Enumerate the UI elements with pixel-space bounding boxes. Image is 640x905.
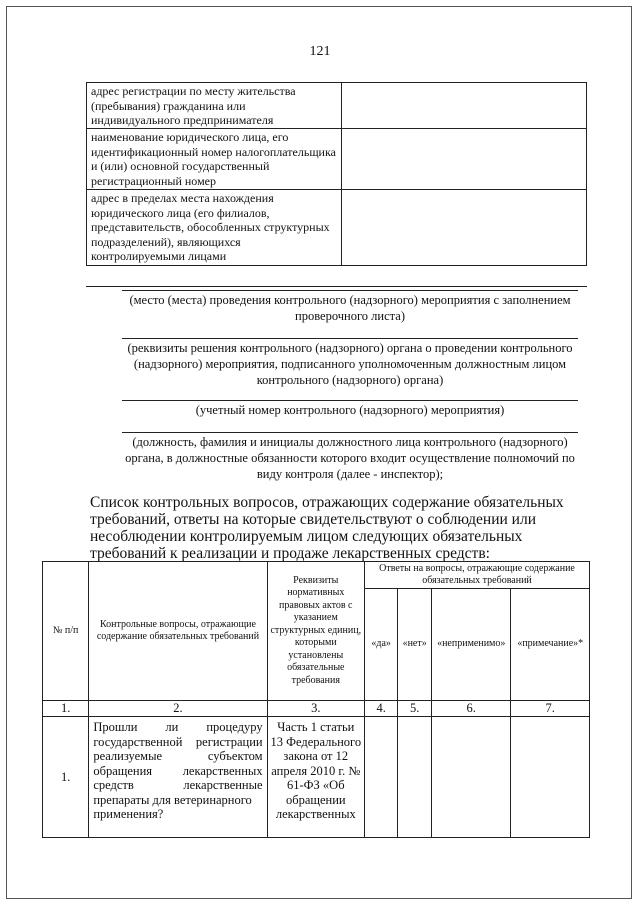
inspector-underline (122, 432, 578, 433)
record-number-underline (122, 400, 578, 401)
record-number-caption: (учетный номер контрольного (надзорного) мероприятия) (195, 403, 505, 417)
row-question-end: препараты для ветеринарного применения? (93, 792, 252, 821)
place-caption: (место (места) проведения контрольного (надзорного) мероприятия с заполнением проверочного листа) (129, 293, 571, 323)
field-label: наименование юридического лица, его идентификационный номер налогоплательщика и (или) основной государственный регистрационный номер (87, 129, 342, 190)
field-label: адрес регистрации по месту жительства (пребывания) гражданина или индивидуального предпринимателя (87, 83, 342, 129)
row-number: 1. (43, 717, 89, 838)
header-note: «примечание»* (511, 589, 590, 701)
decision-caption: (реквизиты решения контрольного (надзорного) органа о проведении контрольного (надзорного) мероприятия, подписанного уполномоченным должностным лицом контрольного (надзорного) органа) (127, 341, 573, 387)
row-question-main: Прошли ли процедуру государственной регистрации реализуемые субъектом обращения лекарственных средств лекарственные (93, 720, 263, 792)
checklist-table (42, 561, 590, 838)
answer-not-applicable-cell[interactable] (431, 717, 511, 838)
table-row (87, 83, 587, 129)
field-label: адрес в пределах места нахождения юридического лица (его филиалов, представительств, обособленных структурных подразделений), являющихся контролируемыми лицами (87, 190, 342, 266)
row-requisites-text: Часть 1 статьи 13 Федерального закона от 12 апреля 2010 г. № 61-ФЗ «Об обращении лекарственных (270, 720, 362, 821)
header-no: «нет» (398, 589, 432, 701)
answer-note-cell[interactable] (511, 717, 590, 838)
header-not-applicable: «неприменимо» (431, 589, 511, 701)
field-value (342, 129, 587, 190)
row-question (89, 717, 267, 838)
row-requisites (267, 717, 364, 838)
column-number: 1. (43, 701, 89, 717)
header-row (43, 562, 590, 589)
header-yes: «да» (364, 589, 397, 701)
column-number: 5. (398, 701, 432, 717)
page-number: 121 (309, 44, 331, 59)
column-number: 4. (364, 701, 397, 717)
inspector-caption: (должность, фамилия и инициалы должностного лица контрольного (надзорного) органа, в должностные обязанности которого входит осуществление полномочий по виду контроля (далее - инспектор); (125, 435, 575, 481)
header-num: № п/п (43, 562, 89, 701)
table-row (43, 717, 590, 838)
column-number: 3. (267, 701, 364, 717)
answer-no-cell[interactable] (398, 717, 432, 838)
contact-details-table (86, 82, 587, 266)
column-number-row (43, 701, 590, 717)
column-number: 2. (89, 701, 267, 717)
decision-underline (122, 338, 578, 339)
place-underline-inner (122, 290, 578, 291)
column-number: 6. (431, 701, 511, 717)
field-value (342, 83, 587, 129)
checklist-intro: Список контрольных вопросов, отражающих содержание обязательных требований, ответы на которые свидетельствуют о соблюдении или несоблюдении контролируемым лицом следующих обязательных требований к реализации и продаже лекарственных средств: (90, 494, 564, 562)
table-row (87, 129, 587, 190)
place-underline (86, 286, 587, 287)
table-row (87, 190, 587, 266)
header-answers-group: Ответы на вопросы, отражающие содержание обязательных требований (364, 562, 589, 589)
answer-yes-cell[interactable] (364, 717, 397, 838)
field-value (342, 190, 587, 266)
header-requisites: Реквизиты нормативных правовых актов с указанием структурных единиц, которыми установлены обязательные требования (267, 562, 364, 701)
column-number: 7. (511, 701, 590, 717)
header-question: Контрольные вопросы, отражающие содержание обязательных требований (89, 562, 267, 701)
